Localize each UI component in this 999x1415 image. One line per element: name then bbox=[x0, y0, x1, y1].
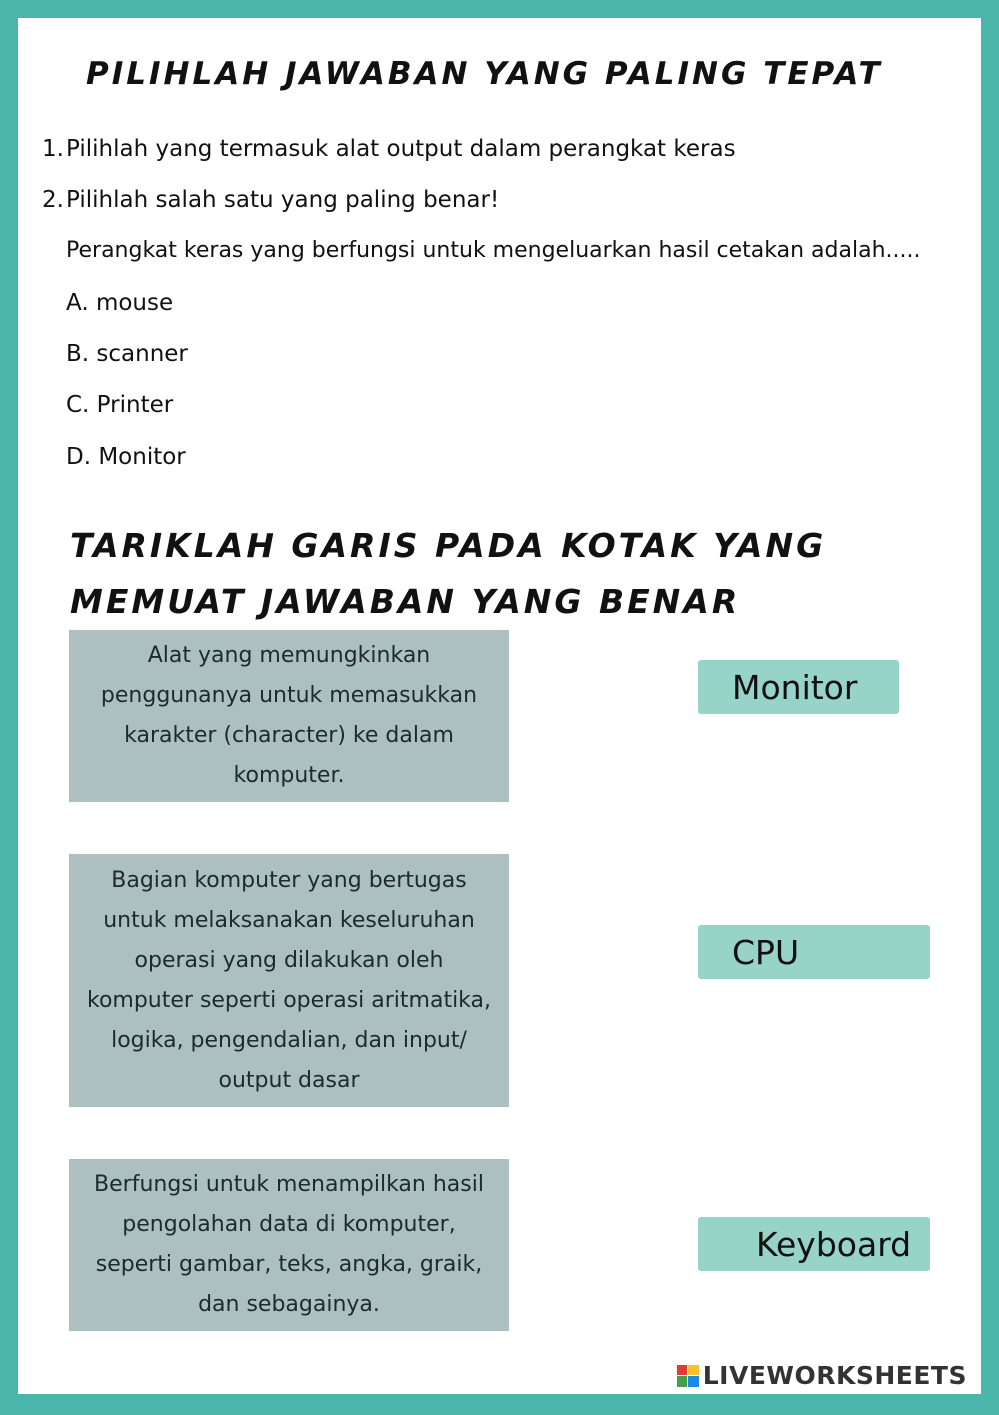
liveworksheets-logo-icon bbox=[677, 1365, 699, 1387]
option-d[interactable]: D. Monitor bbox=[66, 444, 186, 470]
section2-title: TARIKLAH GARIS PADA KOTAK YANG MEMUAT JAWABAN YANG BENAR bbox=[70, 526, 827, 621]
question-2 bbox=[40, 187, 499, 213]
option-a[interactable]: A. mouse bbox=[66, 290, 174, 316]
question-2-prompt: Perangkat keras yang berfungsi untuk mengeluarkan hasil cetakan adalah..... bbox=[66, 238, 921, 263]
section1-title: PILIHLAH JAWABAN YANG PALING TEPAT bbox=[86, 56, 883, 92]
liveworksheets-logo-text: LIVEWORKSHEETS bbox=[702, 1361, 967, 1390]
worksheet bbox=[18, 18, 981, 1394]
question-2-text: Pilihlah salah satu yang paling benar! bbox=[66, 187, 500, 213]
answer-keyboard-label: Keyboard bbox=[756, 1224, 912, 1264]
answer-monitor-label: Monitor bbox=[732, 667, 858, 707]
answer-box-cpu[interactable] bbox=[698, 925, 930, 979]
question-1-number: 1. bbox=[42, 136, 64, 162]
description-1-text: Alat yang memungkinkan penggunanya untuk memasukkan karakter (character) ke dalam komputer. bbox=[100, 643, 478, 788]
liveworksheets-logo bbox=[677, 1361, 967, 1390]
answer-box-monitor[interactable] bbox=[698, 660, 899, 714]
description-2-text: Bagian komputer yang bertugas untuk melaksanakan keseluruhan operasi yang dilakukan oleh komputer seperti operasi aritmatika, logika, pengendalian, dan input/ output dasar bbox=[86, 867, 492, 1093]
option-c[interactable]: C. Printer bbox=[66, 392, 174, 418]
description-box-3[interactable] bbox=[69, 1159, 509, 1331]
answer-cpu-label: CPU bbox=[732, 932, 800, 972]
question-1 bbox=[40, 136, 736, 162]
question-2-number: 2. bbox=[42, 187, 64, 213]
answer-box-keyboard[interactable] bbox=[698, 1217, 930, 1271]
description-box-2[interactable] bbox=[69, 854, 509, 1107]
question-1-text: Pilihlah yang termasuk alat output dalam perangkat keras bbox=[66, 136, 736, 162]
option-b[interactable]: B. scanner bbox=[66, 341, 188, 367]
description-3-text: Berfungsi untuk menampilkan hasil pengolahan data di komputer, seperti gambar, teks, angka, graik, dan sebagainya. bbox=[94, 1172, 484, 1317]
description-box-1[interactable] bbox=[69, 630, 509, 802]
